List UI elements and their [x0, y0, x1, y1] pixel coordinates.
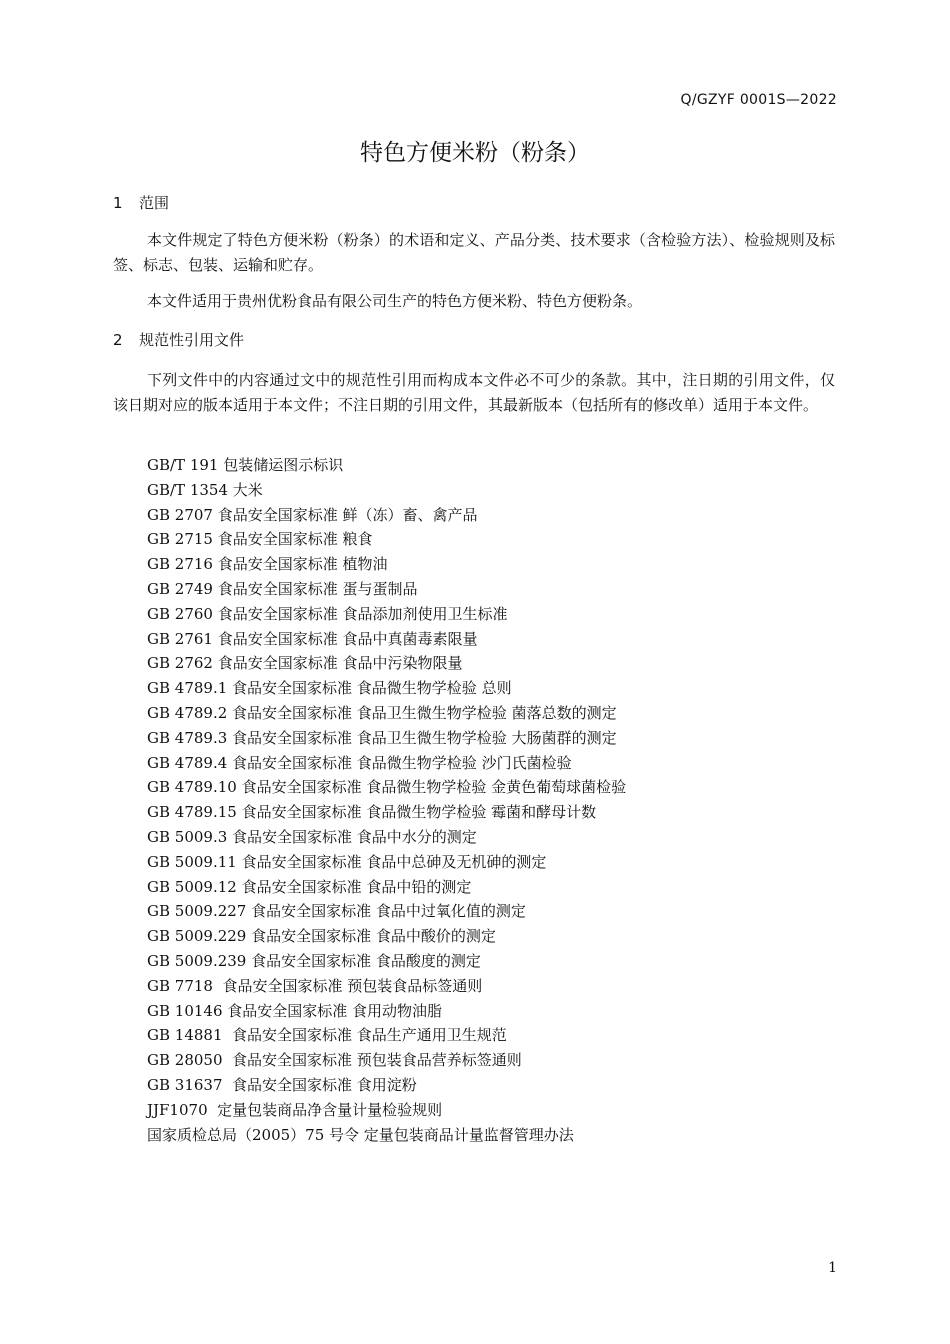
section-number: 2	[113, 331, 123, 349]
reference-item: GB 2760 食品安全国家标准 食品添加剂使用卫生标准	[147, 604, 508, 623]
reference-item: GB/T 191 包装储运图示标识	[147, 456, 344, 474]
reference-item: GB 4789.15 食品安全国家标准 食品微生物学检验 霉菌和酵母计数	[147, 803, 597, 822]
reference-item: GB 4789.10 食品安全国家标准 食品微生物学检验 金黄色葡萄球菌检验	[147, 778, 627, 797]
reference-item: GB 4789.3 食品安全国家标准 食品卫生微生物学检验 大肠菌群的测定	[147, 728, 617, 747]
section-number: 1	[113, 194, 123, 212]
reference-item: GB 5009.3 食品安全国家标准 食品中水分的测定	[147, 827, 477, 846]
scope-paragraph-1: 本文件规定了特色方便米粉（粉条）的术语和定义、产品分类、技术要求（含检验方法）、检验规则及标签、标志、包装、运输和贮存。	[113, 231, 835, 274]
reference-item: GB 2716 食品安全国家标准 植物油	[147, 555, 388, 574]
reference-item: GB 4789.4 食品安全国家标准 食品微生物学检验 沙门氏菌检验	[147, 753, 572, 772]
reference-item: GB 2762 食品安全国家标准 食品中污染物限量	[147, 654, 463, 673]
reference-item: GB 4789.1 食品安全国家标准 食品微生物学检验 总则	[147, 679, 512, 698]
reference-item: GB 5009.227 食品安全国家标准 食品中过氧化值的测定	[147, 902, 526, 921]
references-intro-paragraph: 下列文件中的内容通过文中的规范性引用而构成本文件必不可少的条款。其中，注日期的引用文件，仅该日期对应的版本适用于本文件；不注日期的引用文件，其最新版本（包括所有的修改单）适用于本文件。	[113, 371, 835, 414]
reference-item: GB 2761 食品安全国家标准 食品中真菌毒素限量	[147, 629, 478, 648]
section-heading-scope	[113, 192, 169, 213]
page-number: 1	[828, 1260, 837, 1276]
section-heading-normative-references	[113, 329, 244, 350]
section-title: 范围	[139, 194, 170, 212]
reference-item: 国家质检总局（2005）75 号令 定量包装商品计量监督管理办法	[147, 1125, 574, 1144]
reference-item: GB 2749 食品安全国家标准 蛋与蛋制品	[147, 579, 418, 598]
reference-item: GB 5009.239 食品安全国家标准 食品酸度的测定	[147, 951, 481, 970]
reference-item: GB 14881 食品安全国家标准 食品生产通用卫生规范	[147, 1026, 507, 1045]
document-code: Q/GZYF 0001S—2022	[680, 92, 837, 108]
reference-item: GB 2707 食品安全国家标准 鲜（冻）畜、禽产品	[147, 505, 478, 524]
reference-list	[147, 453, 626, 1147]
reference-item: GB/T 1354 大米	[147, 480, 263, 499]
reference-item: GB 28050 食品安全国家标准 预包装食品营养标签通则	[147, 1051, 522, 1070]
reference-item: GB 4789.2 食品安全国家标准 食品卫生微生物学检验 菌落总数的测定	[147, 703, 617, 722]
reference-item: GB 7718 食品安全国家标准 预包装食品标签通则	[147, 976, 483, 995]
reference-item: GB 5009.229 食品安全国家标准 食品中酸价的测定	[147, 927, 496, 946]
document-title: 特色方便米粉（粉条）	[360, 140, 590, 166]
reference-item: GB 5009.12 食品安全国家标准 食品中铅的测定	[147, 877, 472, 896]
scope-paragraph-2: 本文件适用于贵州优粉食品有限公司生产的特色方便米粉、特色方便粉条。	[147, 292, 643, 310]
section-title: 规范性引用文件	[139, 331, 245, 349]
reference-item: GB 5009.11 食品安全国家标准 食品中总砷及无机砷的测定	[147, 852, 547, 871]
reference-item: GB 10146 食品安全国家标准 食用动物油脂	[147, 1001, 443, 1020]
reference-item: GB 31637 食品安全国家标准 食用淀粉	[147, 1075, 417, 1094]
reference-item: JJF1070 定量包装商品净含量计量检验规则	[147, 1100, 443, 1119]
reference-item: GB 2715 食品安全国家标准 粮食	[147, 530, 373, 549]
